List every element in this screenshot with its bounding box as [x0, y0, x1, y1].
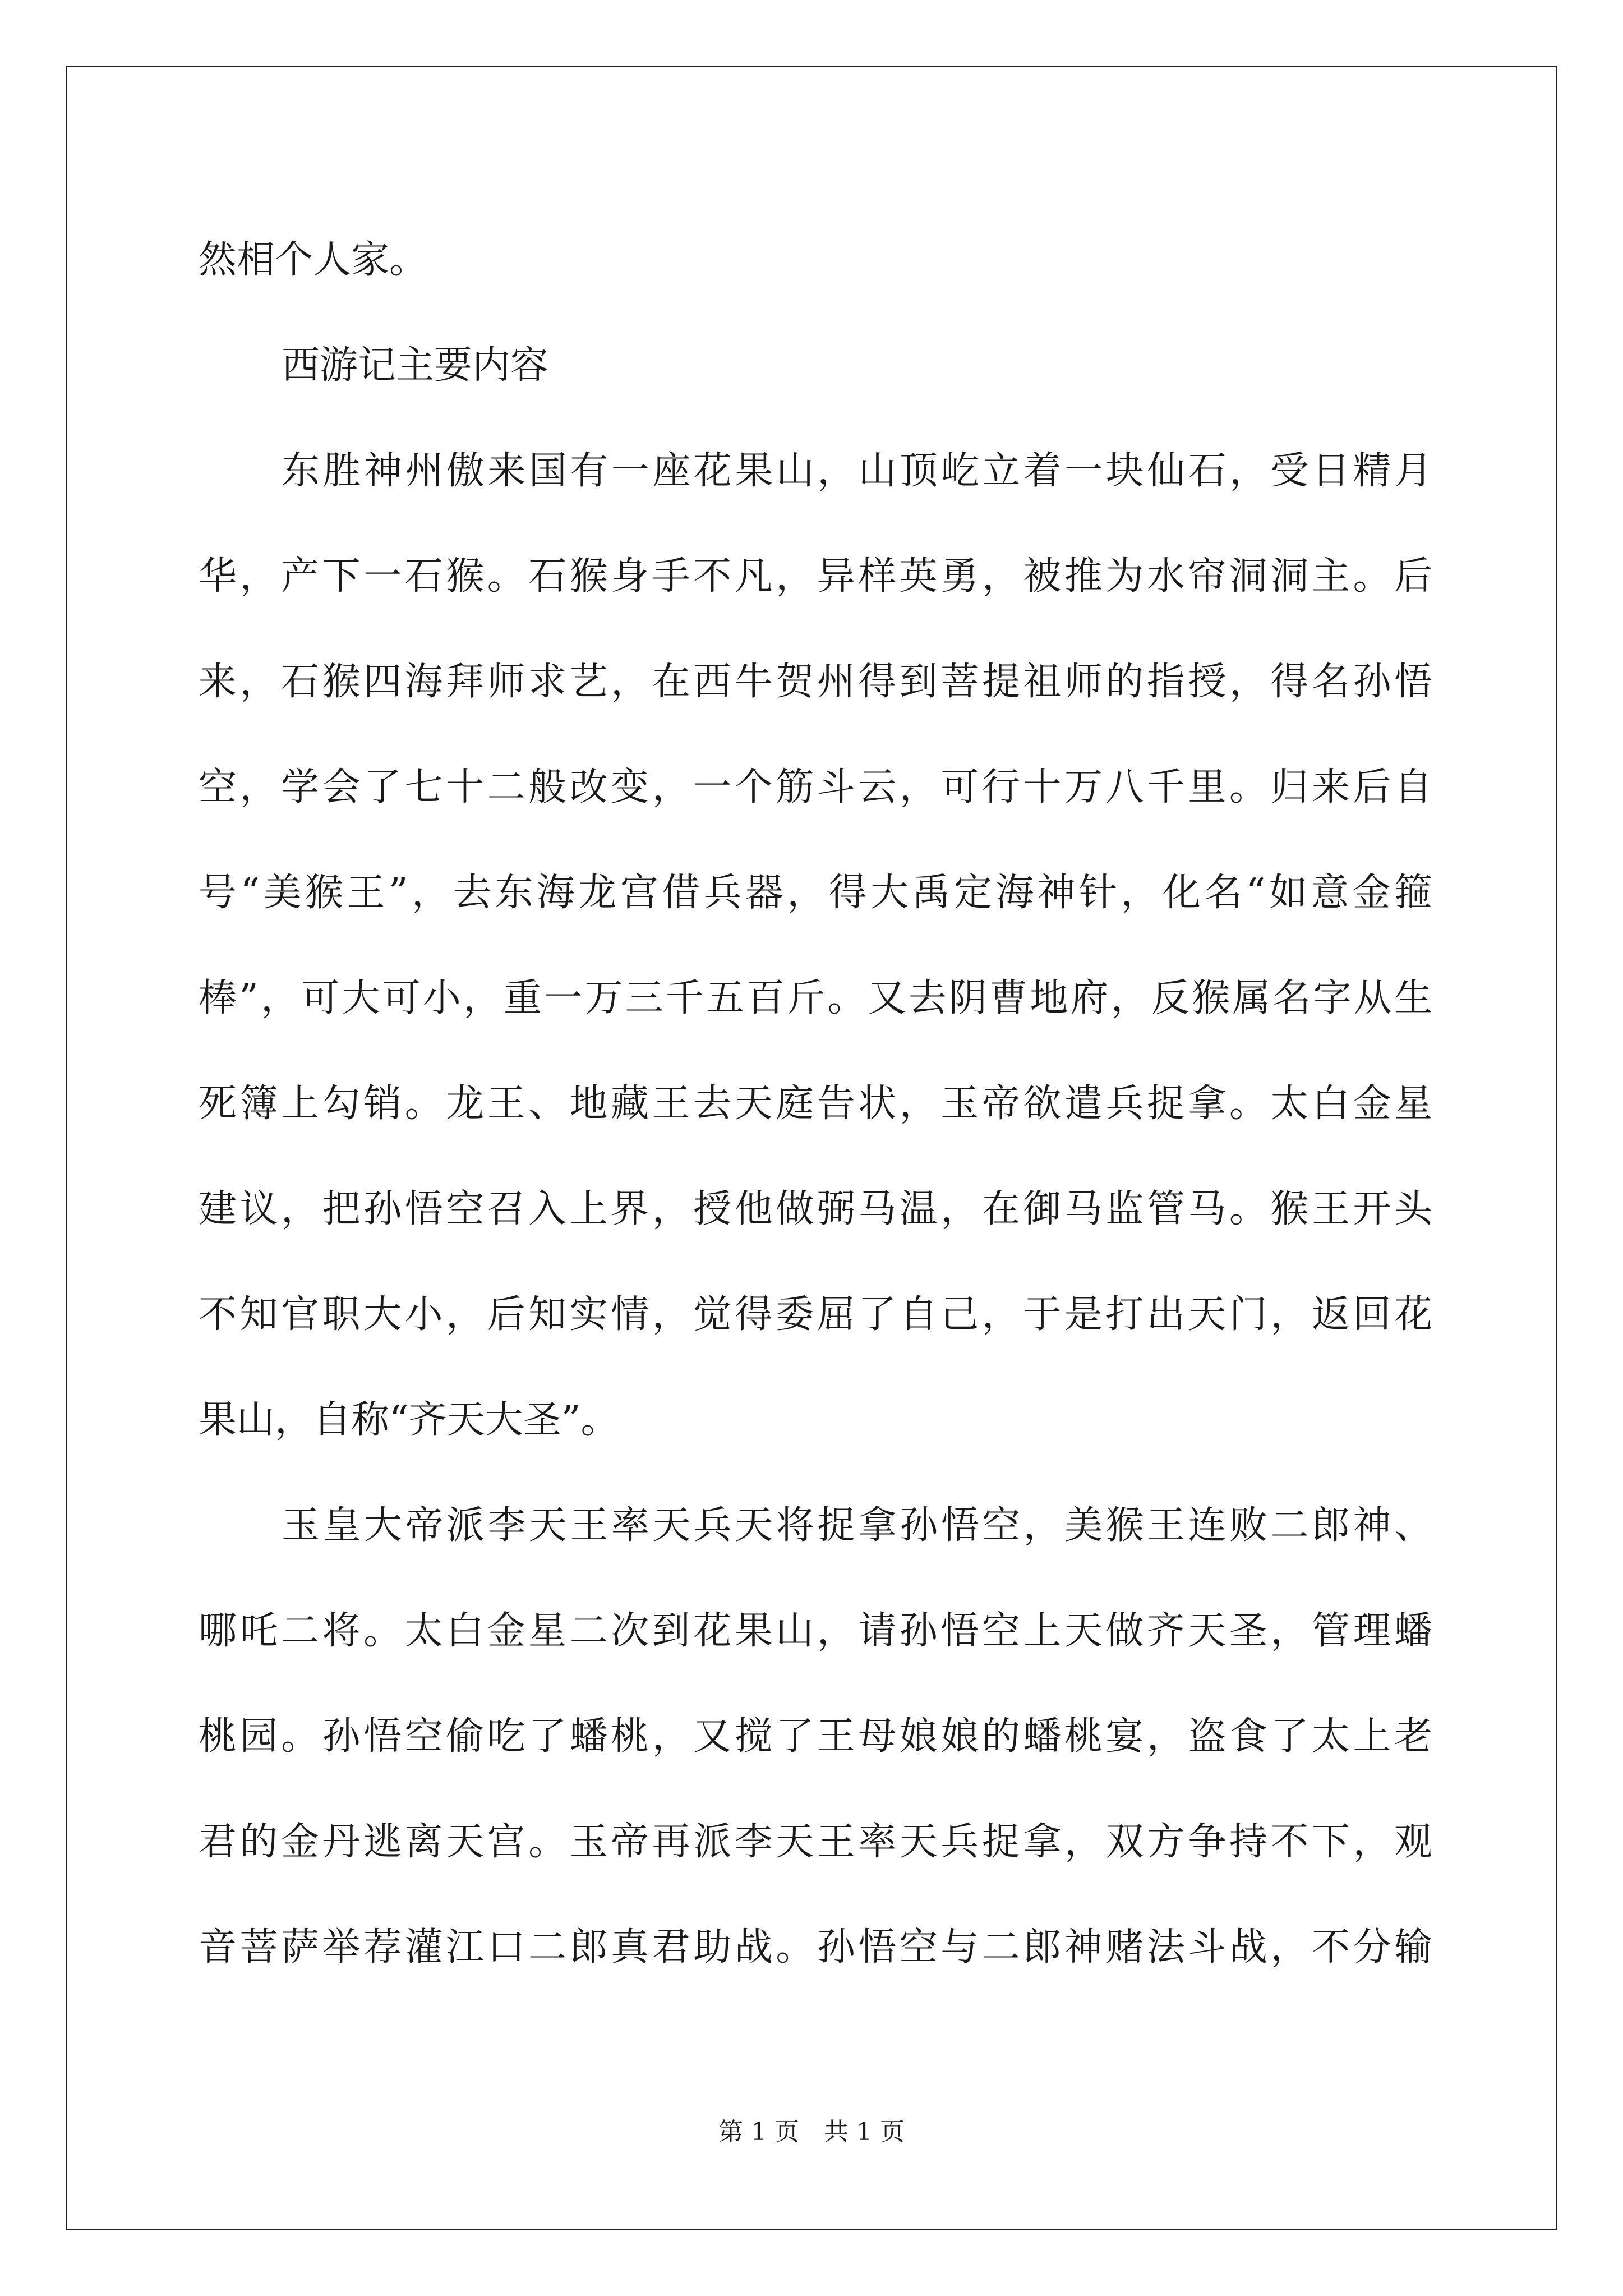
text-line: 玉皇大帝派李天王率天兵天将捉拿孙悟空，美猴王连败二郎神、 — [282, 1503, 1432, 1548]
text-line: 音菩萨举荐灌江口二郎真君助战。孙悟空与二郎神赌法斗战，不分输 — [199, 1925, 1432, 1970]
text-line: 死簿上勾销。龙王、地藏王去天庭告状，玉帝欲遣兵捉拿。太白金星 — [199, 1082, 1432, 1126]
section-heading: 西游记主要内容 — [282, 343, 549, 388]
text-line: 来，石猴四海拜师求艺，在西牛贺州得到菩提祖师的指授，得名孙悟 — [199, 660, 1432, 704]
text-line: 东胜神州傲来国有一座花果山，山顶屹立着一块仙石，受日精月 — [282, 449, 1432, 493]
text-line: 君的金丹逃离天宫。玉帝再派李天王率天兵捉拿，双方争持不下，观 — [199, 1820, 1432, 1864]
text-line: 建议，把孙悟空召入上界，授他做弼马温，在御马监管马。猴王开头 — [199, 1187, 1432, 1231]
page-number-footer: 第 1 页 共 1 页 — [718, 2118, 905, 2146]
text-line: 号“美猴王”，去东海龙宫借兵器，得大禹定海神针，化名“如意金箍 — [199, 871, 1432, 915]
text-line: 空，学会了七十二般改变，一个筋斗云，可行十万八千里。归来后自 — [199, 765, 1432, 809]
text-line: 华，产下一石猴。石猴身手不凡，异样英勇，被推为水帘洞洞主。后 — [199, 554, 1432, 599]
text-line: 棒”，可大可小，重一万三千五百斤。又去阴曹地府，反猴属名字从生 — [199, 976, 1432, 1020]
document-body — [199, 208, 1432, 2000]
text-line: 果山，自称“齐天大圣”。 — [199, 1398, 619, 1442]
text-line: 不知官职大小，后知实情，觉得委屈了自己，于是打出天门，返回花 — [199, 1292, 1432, 1337]
text-line: 哪吒二将。太白金星二次到花果山，请孙悟空上天做齐天圣，管理蟠 — [199, 1609, 1432, 1653]
text-line: 桃园。孙悟空偷吃了蟠桃，又搅了王母娘娘的蟠桃宴，盗食了太上老 — [199, 1714, 1432, 1759]
text-line: 然相个人家。 — [199, 238, 428, 282]
